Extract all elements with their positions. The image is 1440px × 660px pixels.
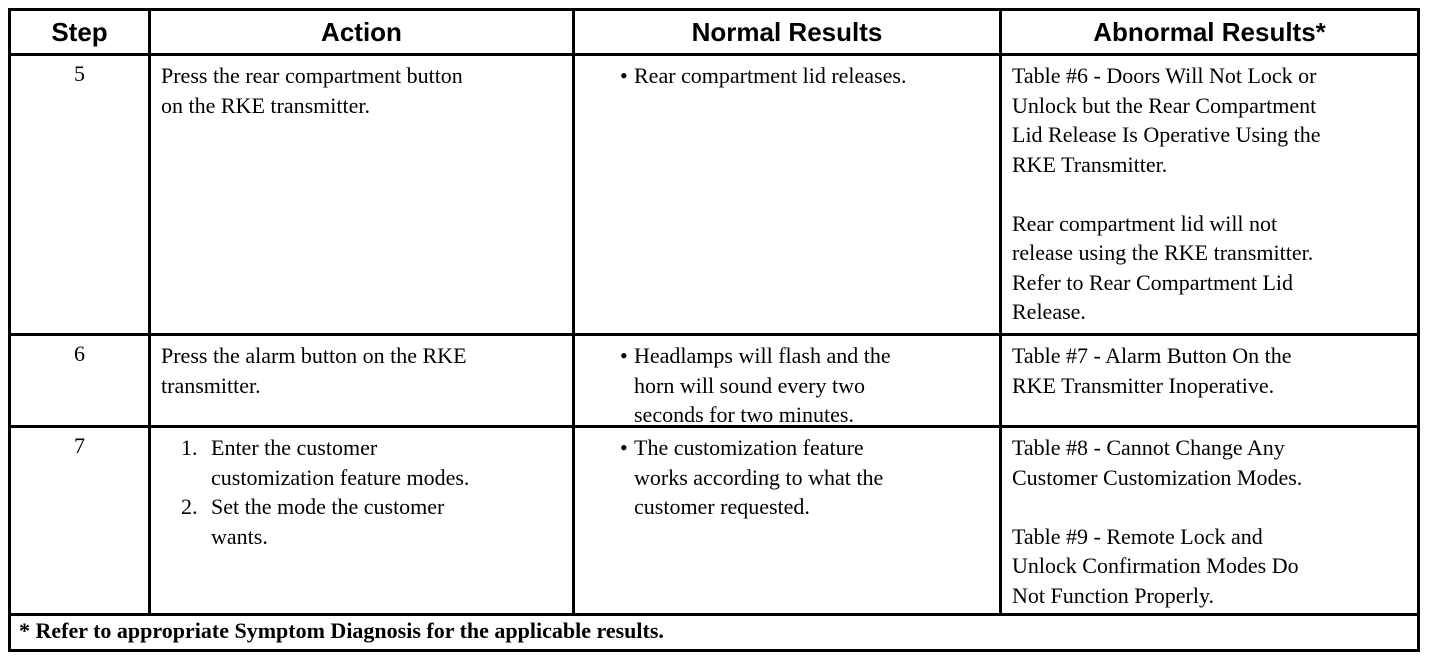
text-line: release using the RKE transmitter. xyxy=(1012,240,1314,265)
text-line: on the RKE transmitter. xyxy=(161,92,370,118)
table-header-row xyxy=(11,11,1417,56)
diagnosis-table xyxy=(8,8,1420,652)
header-normal-results: Normal Results xyxy=(575,11,1002,53)
footnote: * Refer to appropriate Symptom Diagnosis for the applicable results. xyxy=(19,618,664,643)
text-line: Set the mode the customer xyxy=(211,494,445,519)
abnormal-result-link-table-7 xyxy=(1012,341,1407,400)
header-action: Action xyxy=(151,11,575,53)
list-number: 1. xyxy=(181,435,198,460)
abnormal-result-link-table-9 xyxy=(1012,522,1407,611)
normal-results-cell xyxy=(575,53,1002,333)
table-row-step-6 xyxy=(11,333,1417,428)
text-line: Table #7 - Alarm Button On the xyxy=(1012,343,1292,368)
step-number: 6 xyxy=(11,333,151,425)
bullet-marker: • xyxy=(620,63,628,88)
table-row-step-7 xyxy=(11,425,1417,616)
text-line: Table #9 - Remote Lock and xyxy=(1012,523,1263,549)
text-line: seconds for two minutes. xyxy=(634,402,854,427)
text-line: RKE Transmitter. xyxy=(1012,151,1168,177)
text-line: Unlock but the Rear Compartment xyxy=(1012,92,1317,118)
text-line: wants. xyxy=(211,523,268,549)
abnormal-results-cell xyxy=(1002,53,1417,333)
text-line: Enter the customer xyxy=(211,435,378,460)
text-line: Press the alarm button on the RKE xyxy=(161,343,467,368)
text-line: horn will sound every two xyxy=(634,372,865,398)
list-number: 2. xyxy=(181,494,198,519)
abnormal-result-link-table-6 xyxy=(1012,61,1407,179)
text-line: Rear compartment lid releases. xyxy=(634,63,907,88)
action-cell xyxy=(151,425,575,613)
abnormal-result-rear-lid xyxy=(1012,209,1407,327)
step-number: 5 xyxy=(11,53,151,333)
text-line: Release. xyxy=(1012,299,1086,324)
text-line: Table #6 - Doors Will Not Lock or xyxy=(1012,63,1317,88)
text-line: customer requested. xyxy=(634,494,810,519)
bullet-item xyxy=(575,61,999,91)
normal-results-cell xyxy=(575,425,1002,613)
text-line: Unlock Confirmation Modes Do xyxy=(1012,553,1299,578)
text-line: Rear compartment lid will not xyxy=(1012,210,1278,236)
abnormal-result-link-table-8 xyxy=(1012,433,1407,492)
bullet-marker: • xyxy=(620,435,628,460)
text-line: transmitter. xyxy=(161,372,261,398)
table-row-step-5 xyxy=(11,53,1417,336)
text-line: customization feature modes. xyxy=(211,464,470,490)
text-line: Refer to Rear Compartment Lid xyxy=(1012,269,1294,295)
bullet-item xyxy=(575,341,999,430)
table-footnote-row xyxy=(11,613,1417,651)
text-line: Table #8 - Cannot Change Any xyxy=(1012,435,1285,460)
text-line: Not Function Properly. xyxy=(1012,582,1215,608)
normal-results-cell xyxy=(575,333,1002,425)
text-line: The customization feature xyxy=(634,435,864,460)
text-line: Press the rear compartment button xyxy=(161,63,463,88)
header-abnormal-results: Abnormal Results* xyxy=(1093,16,1326,47)
header-step: Step xyxy=(11,11,151,53)
bullet-marker: • xyxy=(620,343,628,368)
text-line: Customer Customization Modes. xyxy=(1012,464,1303,490)
abnormal-results-cell xyxy=(1002,425,1417,613)
step-number: 7 xyxy=(11,425,151,613)
action-cell xyxy=(151,53,575,333)
bullet-item xyxy=(575,433,999,522)
action-list-item xyxy=(181,492,562,551)
abnormal-results-cell xyxy=(1002,333,1417,425)
action-list-item xyxy=(181,433,562,492)
text-line: works according to what the xyxy=(634,464,884,490)
text-line: Headlamps will flash and the xyxy=(634,343,891,368)
text-line: Lid Release Is Operative Using the xyxy=(1012,122,1321,147)
text-line: RKE Transmitter Inoperative. xyxy=(1012,372,1275,398)
action-cell xyxy=(151,333,575,425)
